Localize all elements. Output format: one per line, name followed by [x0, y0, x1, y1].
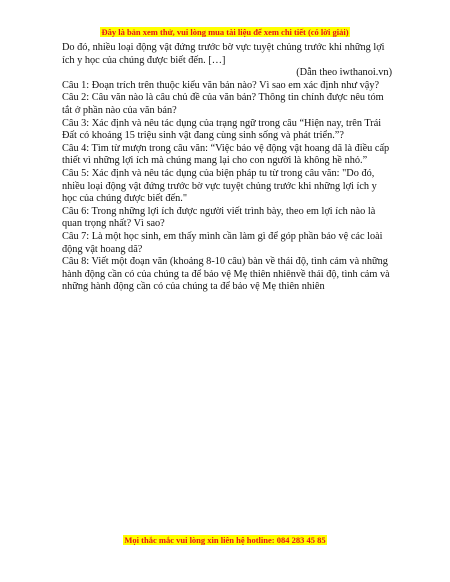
question-5: Câu 5: Xác định và nêu tác dụng của biện pháp tu từ trong câu văn: "Do đó, nhiều loại động vật đứng trước bờ vực tuyệt chủng trước khi những lợi ích y học của chúng được biết đến." — [62, 167, 377, 205]
question-1: Câu 1: Đoạn trích trên thuộc kiểu văn bản nào? Vì sao em xác định như vậy? — [62, 79, 380, 91]
source-citation: (Dẫn theo iwthanoi.vn) — [296, 67, 392, 79]
preview-notice-banner — [0, 27, 450, 37]
hotline-banner — [0, 535, 450, 545]
question-6: Câu 6: Trong những lợi ích được người viết trình bày, theo em lợi ích nào là quan trọng nhất? Vì sao? — [62, 205, 376, 230]
question-8: Câu 8: Viết một đoạn văn (khoảng 8-10 câu) bàn về thái độ, tình cảm và những hành động cần có của chúng ta để bảo vệ Mẹ thiên nhiênvề thái độ, tình cảm và những hành động cần có của chúng ta để bảo vệ Mẹ thiên nhiên — [62, 256, 390, 293]
preview-notice-text: Đây là bản xem thử, vui lòng mua tài liệu để xem chi tiết (có lời giải) — [101, 27, 349, 37]
hotline-text: Mọi thắc mắc vui lòng xin liên hệ hotline: 084 283 45 85 — [124, 535, 326, 545]
question-7: Câu 7: Là một học sinh, em thấy mình cần làm gì để góp phần bảo vệ các loài động vật hoang dã? — [62, 230, 383, 255]
document-body — [62, 42, 392, 294]
question-3: Câu 3: Xác định và nêu tác dụng của trạng ngữ trong câu “Hiện nay, trên Trái Đất có khoảng 15 triệu sinh vật đang cùng sinh sống và phát triển.”? — [62, 117, 382, 142]
question-4: Câu 4: Tìm từ mượn trong câu văn: “Việc bảo vệ động vật hoang dã là điều cấp thiết vì những lợi ích mà chúng mang lại cho con người là không hề nhỏ.” — [62, 142, 390, 167]
question-2: Câu 2: Câu văn nào là câu chủ đề của văn bản? Thông tin chính được nêu tóm tắt ở phần nào của văn bản? — [62, 92, 384, 116]
intro-paragraph: Do đó, nhiều loại động vật đứng trước bờ vực tuyệt chủng trước khi những lợi ích y học của chúng được biết đến. […] — [62, 42, 385, 66]
